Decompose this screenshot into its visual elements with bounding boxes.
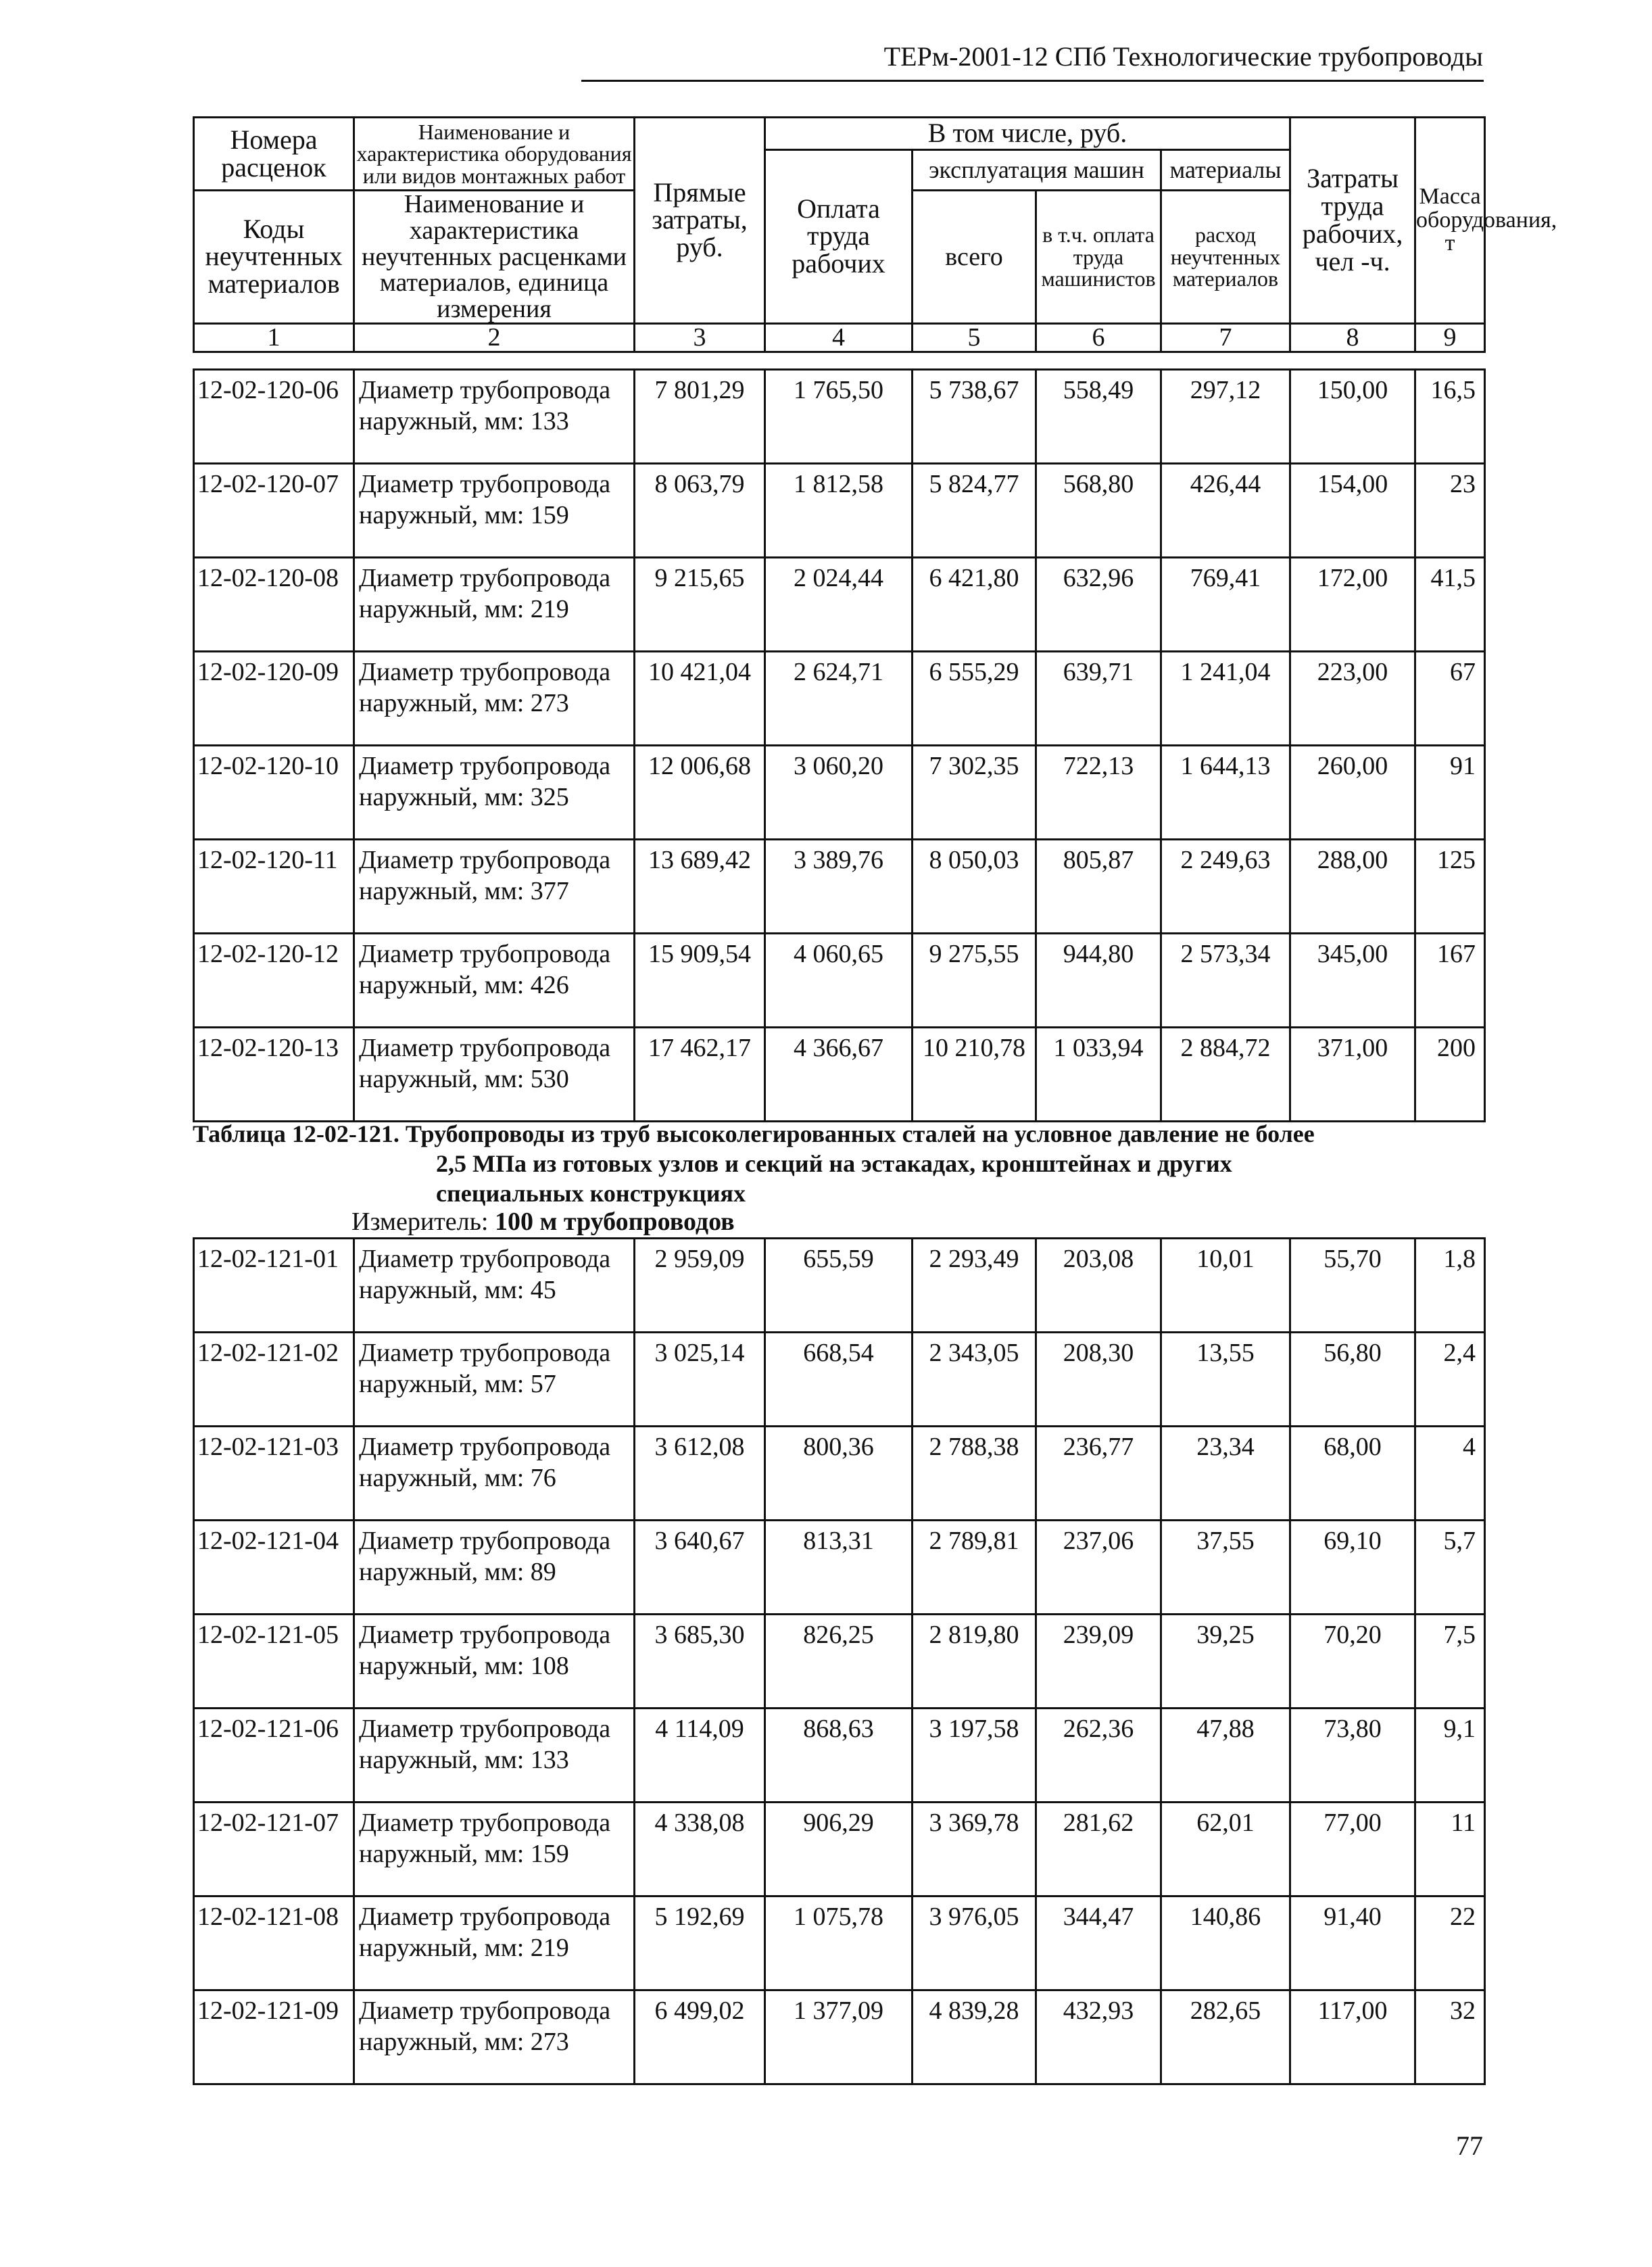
description-line-2: наружный, мм: 57 [359,1370,556,1398]
header-rate-numbers: Номера расценок [194,118,354,191]
direct-costs-cell: 10 421,04 [635,652,765,746]
equipment-mass-cell: 23 [1415,464,1485,558]
equipment-mass-cell: 16,5 [1415,370,1485,464]
materials-cost-cell: 23,34 [1161,1427,1290,1521]
equipment-mass-cell: 41,5 [1415,558,1485,652]
machinist-pay-cell: 632,96 [1036,558,1161,652]
work-description-cell [354,652,635,746]
direct-costs-cell: 3 640,67 [635,1521,765,1615]
worker-pay-cell: 800,36 [765,1427,913,1521]
machines-total-cell: 6 555,29 [913,652,1036,746]
machinist-pay-cell: 432,93 [1036,1990,1161,2084]
description-line-2: наружный, мм: 133 [359,407,569,435]
table-caption [193,1119,1484,1208]
worker-pay-cell: 1 812,58 [765,464,913,558]
machines-total-cell: 2 819,80 [913,1615,1036,1709]
direct-costs-cell: 5 192,69 [635,1896,765,1990]
description-line-1: Диаметр трубопровода [359,1339,611,1367]
column-number: 6 [1036,323,1161,352]
worker-pay-cell: 906,29 [765,1803,913,1896]
header-machines-total: всего [913,191,1036,324]
table-row [194,746,1485,840]
machines-total-cell: 5 738,67 [913,370,1036,464]
rate-code-cell: 12-02-121-08 [194,1896,354,1990]
work-description-cell [354,370,635,464]
work-description-cell [354,1990,635,2084]
labor-hours-cell: 70,20 [1290,1615,1415,1709]
measure-label: Измеритель: [351,1208,489,1236]
machinist-pay-cell: 281,62 [1036,1803,1161,1896]
measure-value: 100 м трубопроводов [495,1208,735,1236]
column-number: 8 [1290,323,1415,352]
materials-cost-cell: 426,44 [1161,464,1290,558]
work-description-cell [354,1896,635,1990]
direct-costs-cell: 3 025,14 [635,1333,765,1427]
worker-pay-cell: 868,63 [765,1709,913,1803]
direct-costs-cell: 8 063,79 [635,464,765,558]
table-row [194,1803,1485,1896]
worker-pay-cell: 655,59 [765,1239,913,1333]
labor-hours-cell: 56,80 [1290,1333,1415,1427]
work-description-cell [354,1803,635,1896]
worker-pay-cell: 4 366,67 [765,1028,913,1122]
header-unaccounted-materials-use: расход неучтенных материалов [1161,191,1290,324]
description-line-1: Диаметр трубопровода [359,1903,611,1931]
equipment-mass-cell: 1,8 [1415,1239,1485,1333]
rate-code-cell: 12-02-121-01 [194,1239,354,1333]
description-line-2: наружный, мм: 426 [359,971,569,999]
machinist-pay-cell: 237,06 [1036,1521,1161,1615]
description-line-1: Диаметр трубопровода [359,1997,611,2025]
table-row [194,1896,1485,1990]
rate-code-cell: 12-02-121-09 [194,1990,354,2084]
labor-hours-cell: 69,10 [1290,1521,1415,1615]
labor-hours-cell: 68,00 [1290,1427,1415,1521]
machinist-pay-cell: 208,30 [1036,1333,1161,1427]
machinist-pay-cell: 239,09 [1036,1615,1161,1709]
table-12-02-120 [193,368,1486,1122]
machinist-pay-cell: 1 033,94 [1036,1028,1161,1122]
materials-cost-cell: 2 884,72 [1161,1028,1290,1122]
direct-costs-cell: 15 909,54 [635,934,765,1028]
labor-hours-cell: 371,00 [1290,1028,1415,1122]
table-row [194,1615,1485,1709]
labor-hours-cell: 91,40 [1290,1896,1415,1990]
equipment-mass-cell: 32 [1415,1990,1485,2084]
machines-total-cell: 4 839,28 [913,1990,1036,2084]
direct-costs-cell: 13 689,42 [635,840,765,934]
equipment-mass-cell: 22 [1415,1896,1485,1990]
direct-costs-cell: 12 006,68 [635,746,765,840]
materials-cost-cell: 2 573,34 [1161,934,1290,1028]
worker-pay-cell: 668,54 [765,1333,913,1427]
equipment-mass-cell: 7,5 [1415,1615,1485,1709]
rate-code-cell: 12-02-120-10 [194,746,354,840]
materials-cost-cell: 62,01 [1161,1803,1290,1896]
equipment-mass-cell: 167 [1415,934,1485,1028]
worker-pay-cell: 826,25 [765,1615,913,1709]
column-number: 1 [194,323,354,352]
machinist-pay-cell: 203,08 [1036,1239,1161,1333]
work-description-cell [354,558,635,652]
column-number: 7 [1161,323,1290,352]
worker-pay-cell: 3 389,76 [765,840,913,934]
rate-code-cell: 12-02-120-13 [194,1028,354,1122]
labor-hours-cell: 77,00 [1290,1803,1415,1896]
rate-code-cell: 12-02-121-04 [194,1521,354,1615]
materials-cost-cell: 1 644,13 [1161,746,1290,840]
rate-code-cell: 12-02-121-03 [194,1427,354,1521]
header-unaccounted-codes: Коды неучтенных материалов [194,191,354,324]
description-line-1: Диаметр трубопровода [359,376,611,404]
worker-pay-cell: 2 624,71 [765,652,913,746]
rate-code-cell: 12-02-120-11 [194,840,354,934]
caption-line-2: 2,5 МПа из готовых узлов и секций на эстакадах, кронштейнах и других [436,1150,1232,1177]
machines-total-cell: 9 275,55 [913,934,1036,1028]
table-row [194,1427,1485,1521]
description-line-2: наружный, мм: 325 [359,783,569,811]
labor-hours-cell: 288,00 [1290,840,1415,934]
table-row [194,1333,1485,1427]
table-row [194,1521,1485,1615]
materials-cost-cell: 39,25 [1161,1615,1290,1709]
machines-total-cell: 10 210,78 [913,1028,1036,1122]
direct-costs-cell: 3 612,08 [635,1427,765,1521]
column-header-table [193,116,1557,353]
caption-line-3: специальных конструкциях [436,1180,746,1207]
description-line-1: Диаметр трубопровода [359,1034,611,1062]
machines-total-cell: 3 976,05 [913,1896,1036,1990]
labor-hours-cell: 73,80 [1290,1709,1415,1803]
materials-cost-cell: 13,55 [1161,1333,1290,1427]
table-row [194,652,1485,746]
materials-cost-cell: 282,65 [1161,1990,1290,2084]
description-line-2: наружный, мм: 45 [359,1276,556,1304]
description-line-2: наружный, мм: 159 [359,501,569,529]
machines-total-cell: 3 369,78 [913,1803,1036,1896]
table-row [194,558,1485,652]
worker-pay-cell: 4 060,65 [765,934,913,1028]
equipment-mass-cell: 11 [1415,1803,1485,1896]
equipment-mass-cell: 5,7 [1415,1521,1485,1615]
table-row [194,1239,1485,1333]
labor-hours-cell: 55,70 [1290,1239,1415,1333]
header-equipment-mass: Масса оборудования, т [1415,118,1485,324]
work-description-cell [354,464,635,558]
header-work-name: Наименование и характеристика оборудования или видов монтажных работ [354,118,635,191]
direct-costs-cell: 2 959,09 [635,1239,765,1333]
direct-costs-cell: 9 215,65 [635,558,765,652]
header-worker-pay: Оплата труда рабочих [765,150,913,324]
header-direct-costs: Прямые затраты, руб. [635,118,765,324]
description-line-1: Диаметр трубопровода [359,1527,611,1555]
work-description-cell [354,1028,635,1122]
description-line-1: Диаметр трубопровода [359,1433,611,1461]
machinist-pay-cell: 639,71 [1036,652,1161,746]
rate-code-cell: 12-02-121-02 [194,1333,354,1427]
work-description-cell [354,1239,635,1333]
rate-code-cell: 12-02-120-09 [194,652,354,746]
work-description-cell [354,840,635,934]
description-line-1: Диаметр трубопровода [359,1809,611,1837]
equipment-mass-cell: 125 [1415,840,1485,934]
labor-hours-cell: 154,00 [1290,464,1415,558]
machines-total-cell: 2 343,05 [913,1333,1036,1427]
rate-code-cell: 12-02-121-07 [194,1803,354,1896]
direct-costs-cell: 7 801,29 [635,370,765,464]
machinist-pay-cell: 344,47 [1036,1896,1161,1990]
description-line-2: наружный, мм: 108 [359,1652,569,1680]
table-row [194,840,1485,934]
labor-hours-cell: 345,00 [1290,934,1415,1028]
labor-hours-cell: 223,00 [1290,652,1415,746]
header-unaccounted-materials-name: Наименование и характеристика неучтенных расценками материалов, единица измерения [354,191,635,324]
rate-code-cell: 12-02-121-05 [194,1615,354,1709]
table-row [194,370,1485,464]
measure-unit [351,1207,735,1237]
work-description-cell [354,1427,635,1521]
worker-pay-cell: 1 765,50 [765,370,913,464]
description-line-2: наружный, мм: 530 [359,1065,569,1093]
description-line-2: наружный, мм: 219 [359,595,569,623]
table-row [194,934,1485,1028]
description-line-2: наружный, мм: 219 [359,1934,569,1962]
description-line-1: Диаметр трубопровода [359,658,611,686]
rate-code-cell: 12-02-121-06 [194,1709,354,1803]
description-line-2: наружный, мм: 273 [359,2028,569,2056]
direct-costs-cell: 4 114,09 [635,1709,765,1803]
machinist-pay-cell: 722,13 [1036,746,1161,840]
direct-costs-cell: 6 499,02 [635,1990,765,2084]
worker-pay-cell: 1 377,09 [765,1990,913,2084]
rate-code-cell: 12-02-120-07 [194,464,354,558]
rate-code-cell: 12-02-120-12 [194,934,354,1028]
materials-cost-cell: 1 241,04 [1161,652,1290,746]
worker-pay-cell: 813,31 [765,1521,913,1615]
equipment-mass-cell: 200 [1415,1028,1485,1122]
description-line-1: Диаметр трубопровода [359,846,611,874]
header-machinist-pay: в т.ч. оплата труда машинистов [1036,191,1161,324]
header-rule [581,80,1484,82]
rate-code-cell: 12-02-120-06 [194,370,354,464]
caption-line-1: Таблица 12-02-121. Трубопроводы из труб высоколегированных сталей на условное давление не более [193,1120,1315,1147]
materials-cost-cell: 297,12 [1161,370,1290,464]
description-line-2: наружный, мм: 377 [359,877,569,905]
description-line-1: Диаметр трубопровода [359,752,611,780]
header-machine-operation: эксплуатация машин [913,150,1161,191]
machinist-pay-cell: 262,36 [1036,1709,1161,1803]
equipment-mass-cell: 67 [1415,652,1485,746]
machines-total-cell: 8 050,03 [913,840,1036,934]
machines-total-cell: 2 789,81 [913,1521,1036,1615]
machines-total-cell: 3 197,58 [913,1709,1036,1803]
worker-pay-cell: 1 075,78 [765,1896,913,1990]
worker-pay-cell: 3 060,20 [765,746,913,840]
table-row [194,1028,1485,1122]
equipment-mass-cell: 91 [1415,746,1485,840]
table-12-02-121 [193,1237,1486,2085]
machinist-pay-cell: 558,49 [1036,370,1161,464]
column-number: 2 [354,323,635,352]
work-description-cell [354,934,635,1028]
materials-cost-cell: 140,86 [1161,1896,1290,1990]
equipment-mass-cell: 2,4 [1415,1333,1485,1427]
rate-code-cell: 12-02-120-08 [194,558,354,652]
work-description-cell [354,1709,635,1803]
work-description-cell [354,1615,635,1709]
table-row [194,1990,1485,2084]
table-row [194,1709,1485,1803]
materials-cost-cell: 10,01 [1161,1239,1290,1333]
machines-total-cell: 6 421,80 [913,558,1036,652]
document-header-title: ТЕРм-2001-12 СПб Технологические трубопроводы [883,41,1483,72]
materials-cost-cell: 2 249,63 [1161,840,1290,934]
header-materials: материалы [1161,150,1290,191]
machinist-pay-cell: 805,87 [1036,840,1161,934]
description-line-1: Диаметр трубопровода [359,1621,611,1649]
direct-costs-cell: 17 462,17 [635,1028,765,1122]
description-line-2: наружный, мм: 133 [359,1746,569,1774]
materials-cost-cell: 37,55 [1161,1521,1290,1615]
labor-hours-cell: 150,00 [1290,370,1415,464]
labor-hours-cell: 117,00 [1290,1990,1415,2084]
column-number: 4 [765,323,913,352]
equipment-mass-cell: 4 [1415,1427,1485,1521]
description-line-1: Диаметр трубопровода [359,470,611,498]
machines-total-cell: 5 824,77 [913,464,1036,558]
materials-cost-cell: 769,41 [1161,558,1290,652]
machinist-pay-cell: 944,80 [1036,934,1161,1028]
header-including-group: В том числе, руб. [765,118,1290,150]
machines-total-cell: 2 293,49 [913,1239,1036,1333]
table-row [194,464,1485,558]
description-line-2: наружный, мм: 76 [359,1464,556,1492]
column-number: 3 [635,323,765,352]
materials-cost-cell: 47,88 [1161,1709,1290,1803]
direct-costs-cell: 3 685,30 [635,1615,765,1709]
description-line-2: наружный, мм: 159 [359,1840,569,1868]
description-line-1: Диаметр трубопровода [359,564,611,592]
labor-hours-cell: 172,00 [1290,558,1415,652]
machines-total-cell: 2 788,38 [913,1427,1036,1521]
description-line-2: наружный, мм: 89 [359,1558,556,1586]
description-line-2: наружный, мм: 273 [359,689,569,717]
header-labor-hours: Затраты труда рабочих, чел -ч. [1290,118,1415,324]
description-line-1: Диаметр трубопровода [359,1245,611,1273]
column-number: 9 [1415,323,1485,352]
work-description-cell [354,1333,635,1427]
equipment-mass-cell: 9,1 [1415,1709,1485,1803]
machinist-pay-cell: 568,80 [1036,464,1161,558]
work-description-cell [354,1521,635,1615]
work-description-cell [354,746,635,840]
machinist-pay-cell: 236,77 [1036,1427,1161,1521]
page-number: 77 [1456,2130,1483,2161]
worker-pay-cell: 2 024,44 [765,558,913,652]
labor-hours-cell: 260,00 [1290,746,1415,840]
column-number: 5 [913,323,1036,352]
machines-total-cell: 7 302,35 [913,746,1036,840]
direct-costs-cell: 4 338,08 [635,1803,765,1896]
description-line-1: Диаметр трубопровода [359,1715,611,1743]
description-line-1: Диаметр трубопровода [359,940,611,968]
